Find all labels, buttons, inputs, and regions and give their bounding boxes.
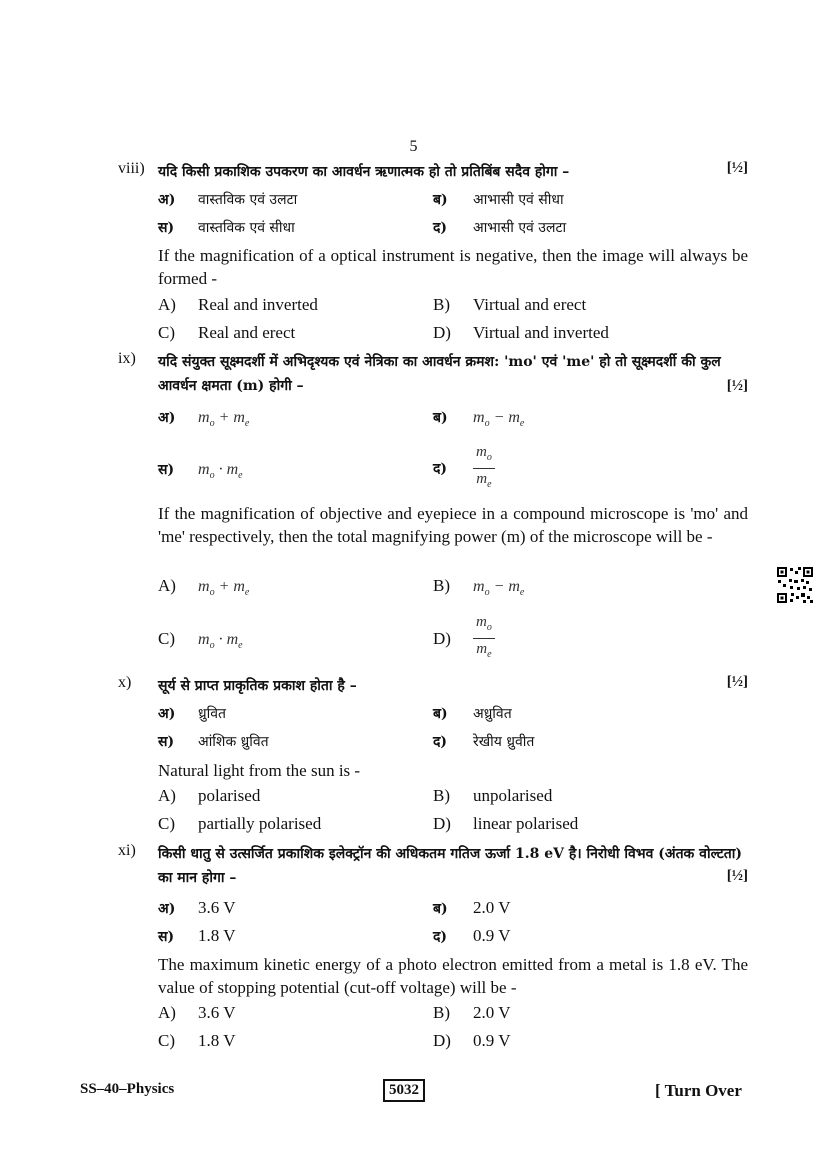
option-b-english: B) $m_o - m_e$ [433, 576, 525, 599]
question-text-english: The maximum kinetic energy of a photo electron emitted from a metal is 1.8 eV. The value of stopping potential (cut-off voltage) will be - [158, 955, 748, 997]
option-d-english: D) Virtual and inverted [433, 323, 609, 342]
option-d-hindi: द) आभासी एवं उलटा [433, 220, 567, 236]
page-code-box: 5032 [383, 1079, 425, 1102]
option-a-hindi: अ) $m_o + m_e$ [158, 409, 250, 430]
question-x [118, 674, 748, 698]
option-b-hindi: ब) $m_o - m_e$ [433, 409, 525, 430]
option-a-english: A) Real and inverted [158, 295, 318, 314]
option-b-hindi: ब) 2.0 V [433, 898, 511, 917]
question-text-hindi: यदि संयुक्त सूक्ष्मदर्शी में अभिदृश्यक एवं नेत्रिका का आवर्धन क्रमश: 'mo' एवं 'me' हो तो सूक्ष्मदर्शी की कुल आवर्धन क्षमता (m) होगी – [158, 354, 721, 394]
question-number: ix) [118, 350, 136, 367]
question-number: viii) [118, 160, 145, 177]
option-c-english: C) partially polarised [158, 814, 322, 833]
option-a-english: A) 3.6 V [158, 1003, 236, 1022]
option-c-hindi: स) $m_o \cdot m_e$ [158, 461, 243, 482]
paper-code: SS–40–Physics [80, 1081, 175, 1097]
question-text-english: If the magnification of objective and eyepiece in a compound microscope is 'mo' and 'me' respectively, then the total magnifying power (m) of the microscope will be - [158, 504, 748, 546]
option-a-english: A) $m_o + m_e$ [158, 576, 250, 599]
question-text-hindi: सूर्य से प्राप्त प्राकृतिक प्रकाश होता है – [158, 678, 357, 694]
option-a-hindi: अ) 3.6 V [158, 898, 236, 917]
option-c-english: C) $m_o \cdot m_e$ [158, 629, 243, 652]
turn-over-label: [ Turn Over [655, 1081, 742, 1100]
question-text-english: If the magnification of a optical instrument is negative, then the image will always be formed - [158, 246, 748, 288]
question-ix [118, 350, 748, 398]
option-a-hindi: अ) ध्रुवित [158, 706, 226, 722]
qr-code-icon [776, 566, 814, 604]
option-d-english: D) 0.9 V [433, 1031, 511, 1050]
option-a-hindi: अ) वास्तविक एवं उलटा [158, 192, 298, 208]
option-c-hindi: स) आंशिक ध्रुवित [158, 734, 269, 750]
marks: [½] [726, 674, 748, 690]
question-text-hindi: किसी धातु से उत्सर्जित प्रकाशिक इलेक्ट्रॉन की अधिकतम गतिज ऊर्जा 1.8 eV है। निरोधी विभव (अंतक वोल्टता) का मान होगा – [158, 846, 742, 886]
question-xi [118, 842, 748, 890]
question-number: xi) [118, 842, 136, 859]
question-text-hindi: यदि किसी प्रकाशिक उपकरण का आवर्धन ऋणात्मक हो तो प्रतिबिंब सदैव होगा – [158, 164, 570, 180]
option-a-english: A) polarised [158, 786, 261, 805]
option-c-hindi: स) 1.8 V [158, 926, 236, 945]
question-number: x) [118, 674, 132, 691]
option-d-hindi: द) 0.9 V [433, 926, 511, 945]
question-text-english: Natural light from the sun is - [158, 761, 361, 780]
option-b-hindi: ब) अध्रुवित [433, 706, 512, 722]
option-d-hindi: द) $\frac{m_o}{m_e}$ [433, 442, 495, 495]
option-c-english: C) Real and erect [158, 323, 296, 342]
question-viii [118, 160, 748, 184]
option-d-hindi: द) रेखीय ध्रुवीत [433, 734, 535, 750]
option-b-english: B) 2.0 V [433, 1003, 511, 1022]
option-c-hindi: स) वास्तविक एवं सीधा [158, 220, 295, 236]
marks: [½] [726, 378, 748, 394]
option-d-english: D) $\frac{m_o}{m_e}$ [433, 612, 495, 665]
page-number: 5 [409, 138, 418, 155]
option-b-english: B) Virtual and erect [433, 295, 587, 314]
option-b-english: B) unpolarised [433, 786, 553, 805]
marks: [½] [726, 160, 748, 176]
option-d-english: D) linear polarised [433, 814, 579, 833]
marks: [½] [726, 868, 748, 884]
option-c-english: C) 1.8 V [158, 1031, 236, 1050]
option-b-hindi: ब) आभासी एवं सीधा [433, 192, 564, 208]
